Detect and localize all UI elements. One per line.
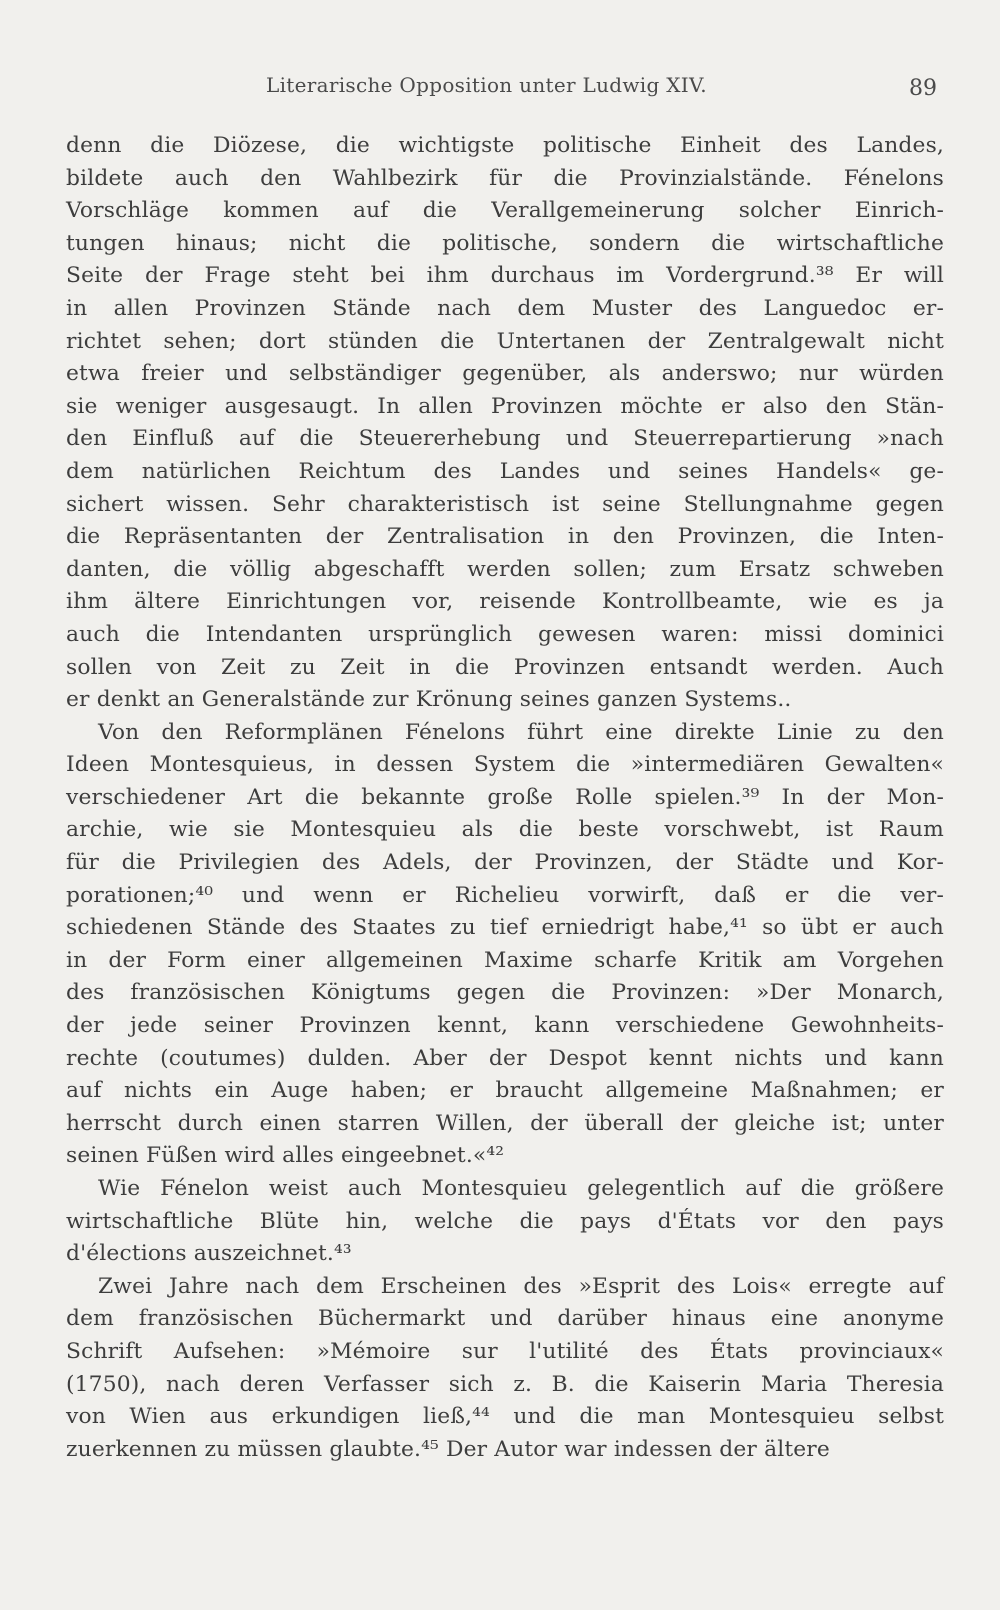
text-line: Ideen Montesquieus, in dessen System die »intermediären Gewalten« — [66, 752, 944, 778]
text-line: Von den Reformplänen Fénelons führt eine direkte Linie zu den — [98, 719, 944, 745]
text-line: zuerkennen zu müssen glaubte.⁴⁵ Der Autor war indessen der ältere — [66, 1436, 830, 1462]
text-line: die Repräsentanten der Zentralisation in den Provinzen, die Inten- — [66, 524, 944, 550]
page-number: 89 — [909, 76, 937, 101]
text-line: in der Form einer allgemeinen Maxime scharfe Kritik am Vorgehen — [66, 947, 944, 973]
text-line: verschiedener Art die bekannte große Rolle spielen.³⁹ In der Mon- — [66, 784, 944, 810]
text-line: er denkt an Generalstände zur Krönung seines ganzen Systems.. — [66, 687, 792, 713]
text-line: porationen;⁴⁰ und wenn er Richelieu vorwirft, daß er die ver- — [66, 882, 944, 908]
text-line: von Wien aus erkundigen ließ,⁴⁴ und die man Montesquieu selbst — [66, 1404, 944, 1430]
text-line: (1750), nach deren Verfasser sich z. B. die Kaiserin Maria Theresia — [66, 1371, 944, 1397]
text-line: rechte (coutumes) dulden. Aber der Despot kennt nichts und kann — [66, 1045, 944, 1071]
text-line: auf nichts ein Auge haben; er braucht allgemeine Maßnahmen; er — [66, 1078, 944, 1104]
paragraph — [66, 130, 944, 717]
text-line: Schrift Aufsehen: »Mémoire sur l'utilité des États provinciaux« — [66, 1338, 944, 1364]
text-line: des französischen Königtums gegen die Provinzen: »Der Monarch, — [66, 980, 944, 1006]
text-line: etwa freier und selbständiger gegenüber, als anderswo; nur würden — [66, 361, 944, 387]
running-head-title: Literarische Opposition unter Ludwig XIV. — [266, 73, 707, 97]
text-line: sie weniger ausgesaugt. In allen Provinzen möchte er also den Stän- — [66, 393, 944, 419]
text-line: sollen von Zeit zu Zeit in die Provinzen entsandt werden. Auch — [66, 654, 944, 680]
text-line: bildete auch den Wahlbezirk für die Provinzialstände. Fénelons — [66, 165, 944, 191]
text-line: ihm ältere Einrichtungen vor, reisende Kontrollbeamte, wie es ja — [66, 589, 944, 615]
text-line: in allen Provinzen Stände nach dem Muster des Languedoc er- — [66, 295, 944, 321]
text-line: schiedenen Stände des Staates zu tief erniedrigt habe,⁴¹ so übt er auch — [66, 915, 944, 941]
text-line: Vorschläge kommen auf die Verallgemeinerung solcher Einrich- — [66, 198, 944, 224]
text-line: den Einfluß auf die Steuererhebung und Steuerrepartierung »nach — [66, 426, 944, 452]
text-line: denn die Diözese, die wichtigste politische Einheit des Landes, — [66, 133, 944, 158]
text-line: herrscht durch einen starren Willen, der überall der gleiche ist; unter — [66, 1110, 944, 1136]
text-line: der jede seiner Provinzen kennt, kann verschiedene Gewohnheits- — [66, 1013, 944, 1039]
text-line: Seite der Frage steht bei ihm durchaus im Vordergrund.³⁸ Er will — [66, 263, 944, 289]
text-line: wirtschaftliche Blüte hin, welche die pays d'États vor den pays — [66, 1208, 944, 1234]
text-line: dem französischen Büchermarkt und darüber hinaus eine anonyme — [66, 1306, 944, 1332]
text-line: richtet sehen; dort stünden die Untertanen der Zentralgewalt nicht — [66, 328, 944, 354]
text-line: tungen hinaus; nicht die politische, sondern die wirtschaftliche — [66, 230, 944, 256]
text-line: dem natürlichen Reichtum des Landes und seines Handels« ge- — [66, 458, 944, 484]
paragraph — [66, 1271, 944, 1467]
text-line: danten, die völlig abgeschafft werden sollen; zum Ersatz schweben — [66, 556, 944, 582]
text-line: Wie Fénelon weist auch Montesquieu gelegentlich auf die größere — [98, 1176, 944, 1201]
text-line: sichert wissen. Sehr charakteristisch ist seine Stellungnahme gegen — [66, 491, 944, 517]
text-line: d'élections auszeichnet.⁴³ — [66, 1241, 352, 1267]
text-line: archie, wie sie Montesquieu als die beste vorschwebt, ist Raum — [66, 817, 944, 843]
text-line: seinen Füßen wird alles eingeebnet.«⁴² — [66, 1143, 505, 1169]
text-line: auch die Intendanten ursprünglich gewesen waren: missi dominici — [66, 621, 944, 647]
text-line: Zwei Jahre nach dem Erscheinen des »Esprit des Lois« erregte auf — [98, 1273, 944, 1299]
body-text — [66, 130, 944, 1466]
paragraph — [66, 1173, 944, 1271]
text-line: für die Privilegien des Adels, der Provinzen, der Städte und Kor- — [66, 850, 944, 876]
paragraph — [66, 717, 944, 1173]
